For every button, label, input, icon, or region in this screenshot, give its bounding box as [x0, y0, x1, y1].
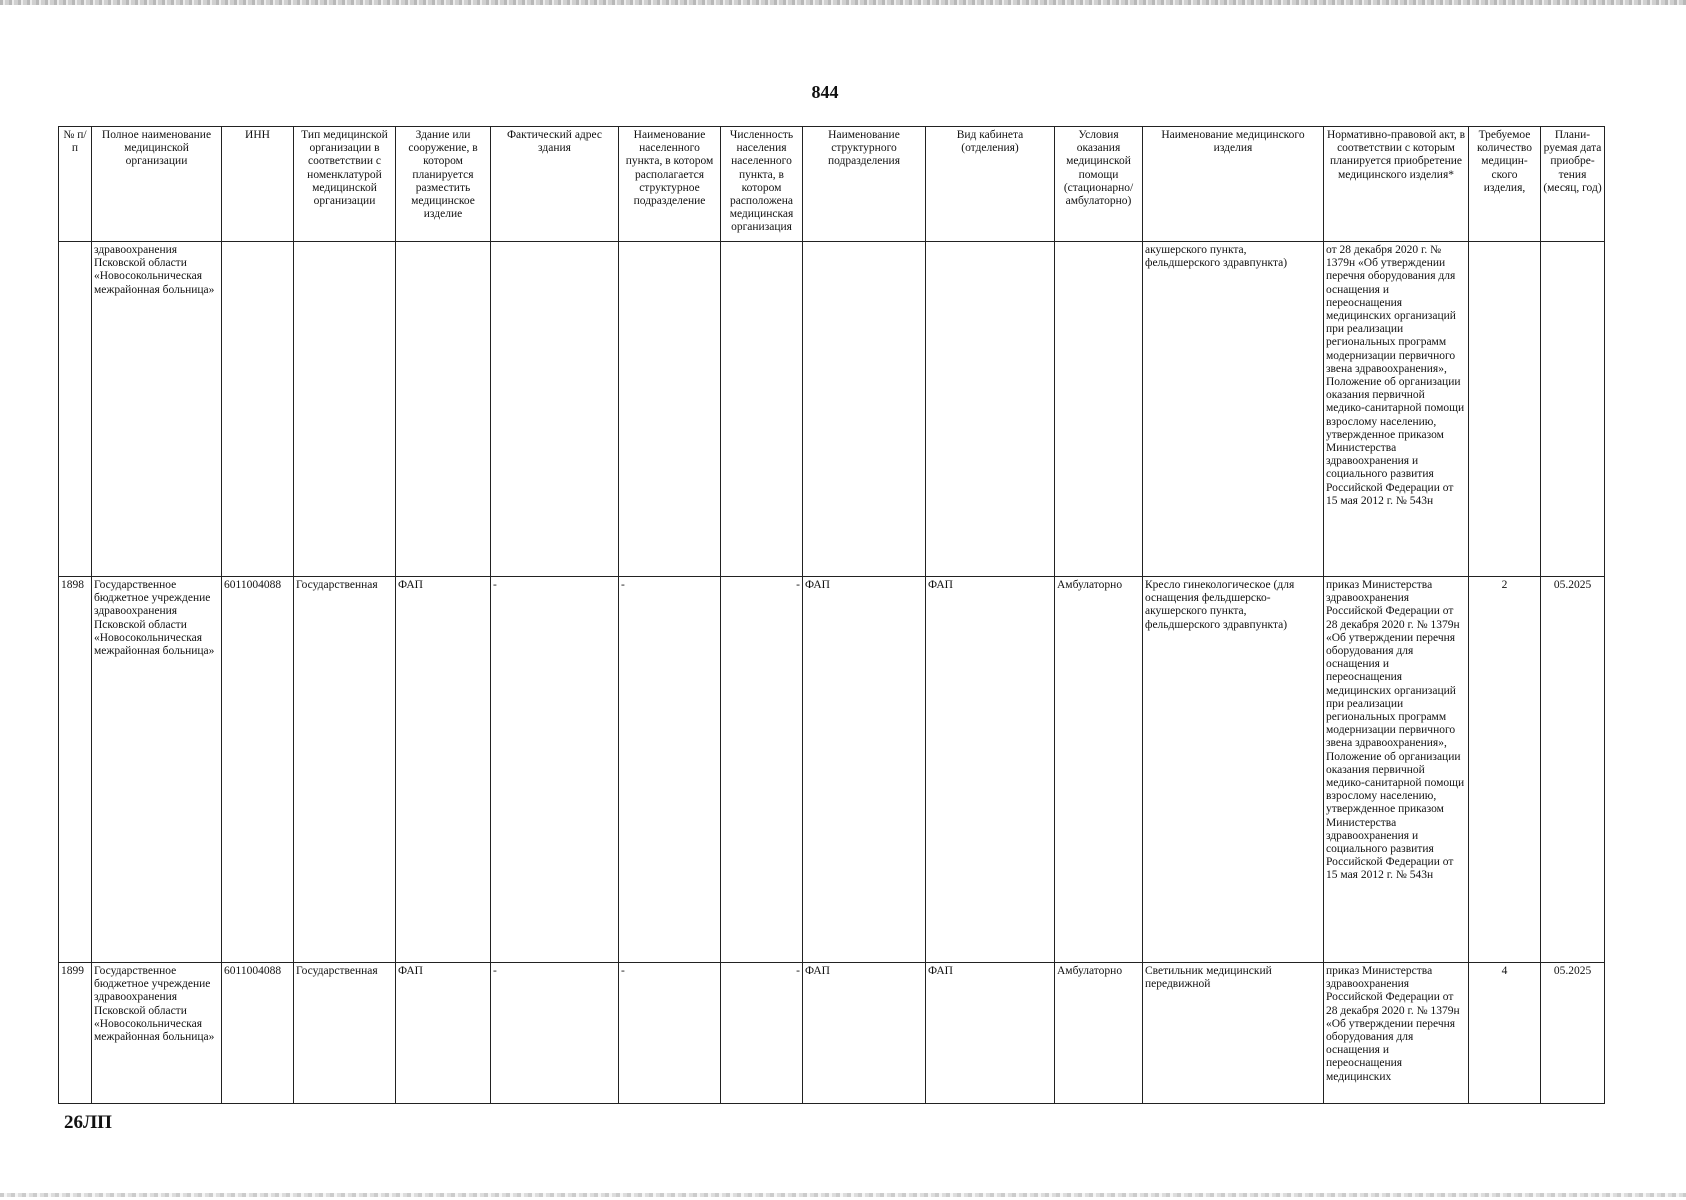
cell-date	[1541, 242, 1605, 577]
document-footer-code: 26ЛП	[64, 1112, 112, 1133]
header-inn: ИНН	[222, 127, 294, 242]
cell-act: от 28 декабря 2020 г. № 1379н «Об утверждении перечня оборудования для оснащения и переоснащения медицинских организаций при реализации региональных программ модернизации первичного звена здравоохранения», Положение об организации оказания первичной медико-санитарной помощи взрослому населению, утвержденное приказом Министерства здравоохранения и социального развития Российской Федерации от 15 мая 2012 г. № 543н	[1324, 242, 1469, 577]
cell-unit: ФАП	[803, 577, 926, 963]
table-header-row	[59, 127, 1605, 242]
cell-settlement: -	[619, 577, 721, 963]
cell-building	[396, 242, 491, 577]
cell-date: 05.2025	[1541, 963, 1605, 1104]
cell-num	[59, 242, 92, 577]
cell-inn	[222, 242, 294, 577]
page-number: 844	[811, 82, 839, 102]
cell-population: -	[721, 963, 803, 1104]
cell-unit: ФАП	[803, 963, 926, 1104]
cell-device: Светильник медицинский передвижной	[1143, 963, 1324, 1104]
cell-conditions: Амбулаторно	[1055, 963, 1143, 1104]
cell-cabinet: ФАП	[926, 963, 1055, 1104]
header-cabinet: Вид кабинета (отделения)	[926, 127, 1055, 242]
header-date: Плани-руемая дата приобре-тения (месяц, год)	[1541, 127, 1605, 242]
cell-act: приказ Министерства здравоохранения Российской Федерации от 28 декабря 2020 г. № 1379н «Об утверждении перечня оборудования для оснащения и переоснащения медицинских организаций при реализации региональных программ модернизации первичного звена здравоохранения», Положение об организации оказания первичной медико-санитарной помощи взрослому населению, утвержденное приказом Министерства здравоохранения и социального развития Российской Федерации от 15 мая 2012 г. № 543н	[1324, 577, 1469, 963]
header-qty: Требуемое количество медицин-ского изделия,	[1469, 127, 1541, 242]
header-population: Численность населения населенного пункта, в котором расположена медицинская организация	[721, 127, 803, 242]
cell-type: Государственная	[294, 577, 396, 963]
header-num: № п/п	[59, 127, 92, 242]
scan-edge-top	[0, 0, 1686, 5]
cell-type: Государственная	[294, 963, 396, 1104]
scan-edge-bottom	[0, 1193, 1686, 1197]
cell-qty: 4	[1469, 963, 1541, 1104]
cell-device: Кресло гинекологическое (для оснащения фельдшерско-акушерского пункта, фельдшерского здравпункта)	[1143, 577, 1324, 963]
cell-qty	[1469, 242, 1541, 577]
cell-act: приказ Министерства здравоохранения Российской Федерации от 28 декабря 2020 г. № 1379н «Об утверждении перечня оборудования для оснащения и переоснащения медицинских	[1324, 963, 1469, 1104]
cell-org: Государственное бюджетное учреждение здравоохранения Псковской области «Новосокольническая межрайонная больница»	[92, 577, 222, 963]
table-row	[59, 242, 1605, 577]
cell-address	[491, 242, 619, 577]
cell-settlement: -	[619, 963, 721, 1104]
cell-unit	[803, 242, 926, 577]
header-building: Здание или сооружение, в котором планируется разместить медицинское изделие	[396, 127, 491, 242]
cell-conditions: Амбулаторно	[1055, 577, 1143, 963]
header-address: Фактический адрес здания	[491, 127, 619, 242]
cell-num: 1898	[59, 577, 92, 963]
header-conditions: Условия оказания медицинской помощи (стационарно/ амбулаторно)	[1055, 127, 1143, 242]
header-type: Тип медицинской организации в соответствии с номенклатурой медицинской организации	[294, 127, 396, 242]
cell-type	[294, 242, 396, 577]
cell-date: 05.2025	[1541, 577, 1605, 963]
table-row	[59, 963, 1605, 1104]
cell-population	[721, 242, 803, 577]
cell-settlement	[619, 242, 721, 577]
header-act: Нормативно-правовой акт, в соответствии с которым планируется приобретение медицинского изделия*	[1324, 127, 1469, 242]
cell-org: Государственное бюджетное учреждение здравоохранения Псковской области «Новосокольническая межрайонная больница»	[92, 963, 222, 1104]
table-row	[59, 577, 1605, 963]
cell-conditions	[1055, 242, 1143, 577]
cell-building: ФАП	[396, 963, 491, 1104]
cell-org: здравоохранения Псковской области «Новосокольническая межрайонная больница»	[92, 242, 222, 577]
cell-cabinet	[926, 242, 1055, 577]
header-org: Полное наименование медицинской организации	[92, 127, 222, 242]
header-settlement: Наименование населенного пункта, в котором располагается структурное подразделение	[619, 127, 721, 242]
cell-inn: 6011004088	[222, 577, 294, 963]
cell-device: акушерского пункта, фельдшерского здравпункта)	[1143, 242, 1324, 577]
cell-cabinet: ФАП	[926, 577, 1055, 963]
cell-qty: 2	[1469, 577, 1541, 963]
header-unit: Наименование структурного подразделения	[803, 127, 926, 242]
header-device: Наименование медицинского изделия	[1143, 127, 1324, 242]
cell-address: -	[491, 577, 619, 963]
cell-building: ФАП	[396, 577, 491, 963]
cell-inn: 6011004088	[222, 963, 294, 1104]
cell-population: -	[721, 577, 803, 963]
cell-num: 1899	[59, 963, 92, 1104]
cell-address: -	[491, 963, 619, 1104]
equipment-table	[58, 126, 1605, 1104]
